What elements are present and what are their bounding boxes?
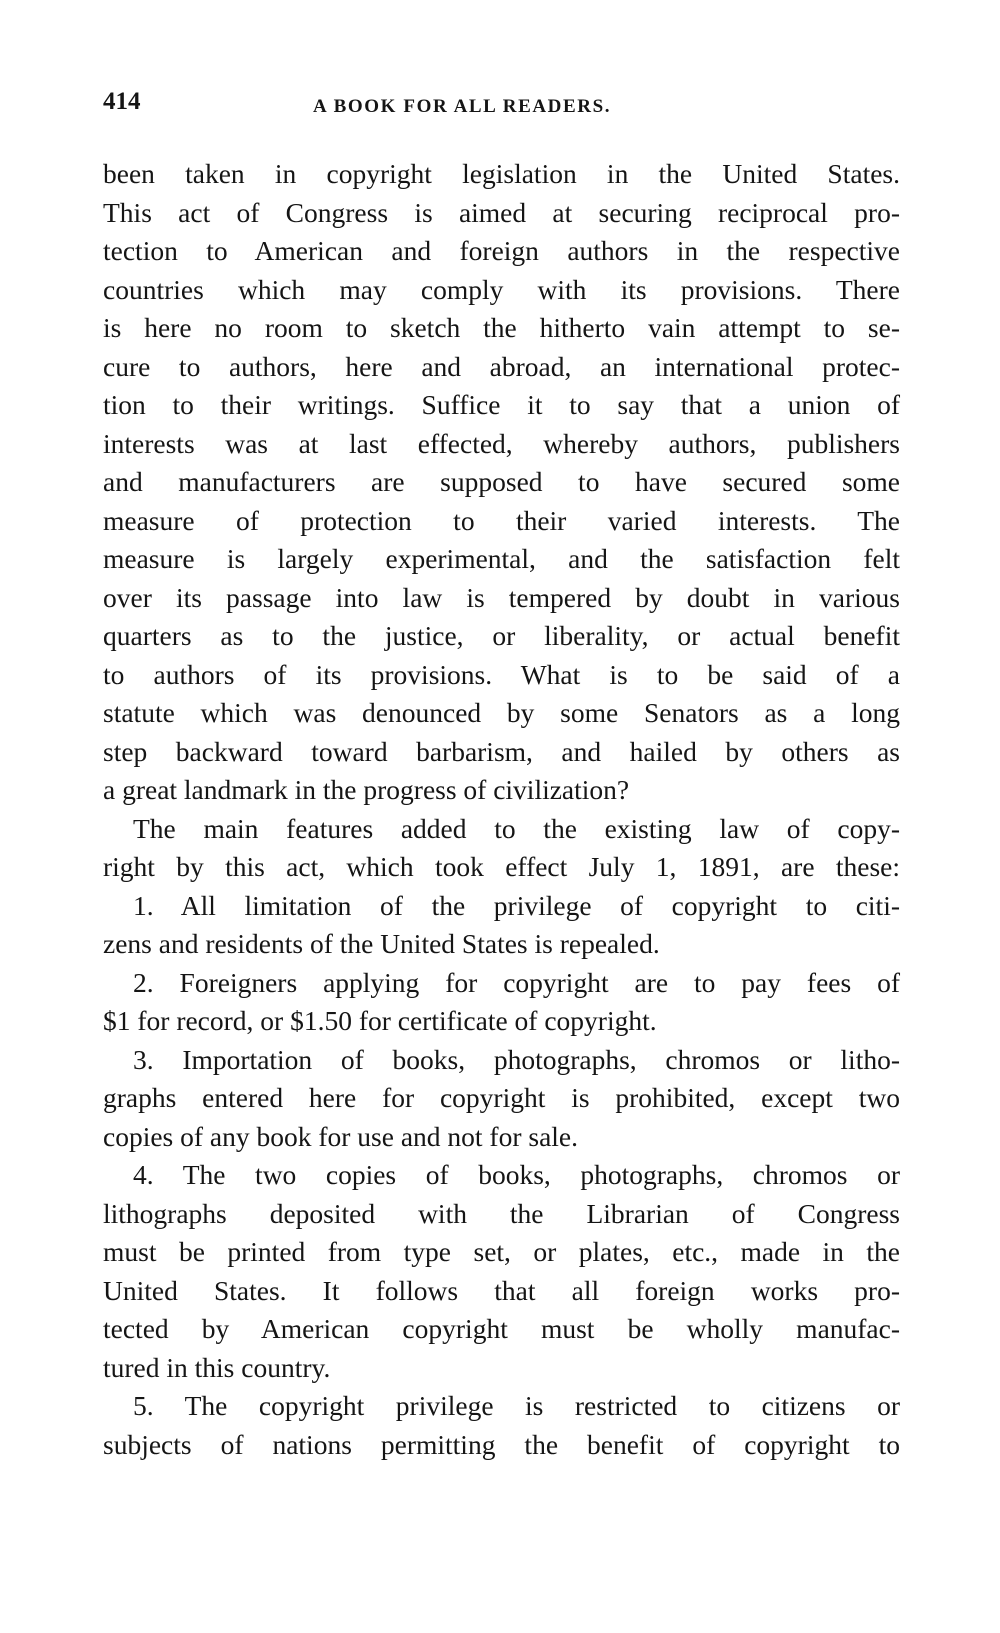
text-line: 5. The copyright privilege is restricted to citizens or bbox=[133, 1390, 900, 1421]
text-line: tured in this country. bbox=[103, 1351, 331, 1383]
text-line: The main features added to the existing law of copy- bbox=[133, 812, 900, 844]
text-line: 1. All limitation of the privilege of copyright to citi- bbox=[133, 889, 900, 921]
text-line: $1 for record, or $1.50 for certificate of copyright. bbox=[103, 1005, 657, 1036]
text-line: measure of protection to their varied interests. The bbox=[103, 504, 900, 536]
text-line: tion to their writings. Suffice it to say that a union of bbox=[103, 389, 900, 420]
text-line: been taken in copyright legislation in the United States. bbox=[103, 158, 900, 189]
page-number: 414 bbox=[103, 88, 141, 115]
text-line: 3. Importation of books, photographs, chromos or litho- bbox=[133, 1043, 900, 1075]
text-line: to authors of its provisions. What is to be said of a bbox=[103, 658, 900, 690]
text-line: 2. Foreigners applying for copyright are to pay fees of bbox=[133, 966, 900, 998]
text-line: This act of Congress is aimed at securing reciprocal pro- bbox=[103, 196, 900, 228]
paragraph bbox=[103, 887, 900, 964]
text-line: must be printed from type set, or plates, etc., made in the bbox=[103, 1236, 900, 1267]
paragraph bbox=[103, 964, 900, 1041]
text-line: and manufacturers are supposed to have secured some bbox=[103, 466, 900, 497]
text-line: graphs entered here for copyright is prohibited, except two bbox=[103, 1082, 900, 1113]
text-line: cure to authors, here and abroad, an international protec- bbox=[103, 350, 900, 382]
text-line: lithographs deposited with the Librarian of Congress bbox=[103, 1197, 900, 1229]
paragraph bbox=[103, 1041, 900, 1157]
text-line: step backward toward barbarism, and hailed by others as bbox=[103, 735, 900, 767]
body-text bbox=[103, 155, 900, 1464]
text-line: over its passage into law is tempered by doubt in various bbox=[103, 581, 900, 613]
text-line: copies of any book for use and not for sale. bbox=[103, 1120, 579, 1152]
paragraph bbox=[103, 155, 900, 810]
running-title: A BOOK FOR ALL READERS. bbox=[313, 96, 612, 117]
text-line: right by this act, which took effect July 1, 1891, are these: bbox=[103, 851, 900, 882]
text-line: United States. It follows that all foreign works pro- bbox=[103, 1274, 900, 1306]
paragraph bbox=[103, 1387, 900, 1464]
text-line: quarters as to the justice, or liberality, or actual benefit bbox=[103, 620, 900, 651]
text-line: measure is largely experimental, and the satisfaction felt bbox=[103, 543, 900, 574]
paragraph bbox=[103, 810, 900, 887]
text-line: a great landmark in the progress of civilization? bbox=[103, 774, 630, 805]
text-line: tection to American and foreign authors in the respective bbox=[103, 235, 900, 266]
text-line: tected by American copyright must be wholly manufac- bbox=[103, 1313, 900, 1344]
text-line: is here no room to sketch the hitherto vain attempt to se- bbox=[103, 312, 900, 343]
text-line: subjects of nations permitting the benefit of copyright to bbox=[103, 1428, 900, 1460]
text-line: countries which may comply with its provisions. There bbox=[103, 273, 900, 305]
paragraph bbox=[103, 1156, 900, 1387]
text-line: statute which was denounced by some Senators as a long bbox=[103, 697, 900, 728]
text-line: zens and residents of the United States is repealed. bbox=[103, 928, 660, 959]
text-line: interests was at last effected, whereby authors, publishers bbox=[103, 427, 900, 459]
text-line: 4. The two copies of books, photographs, chromos or bbox=[133, 1159, 900, 1190]
